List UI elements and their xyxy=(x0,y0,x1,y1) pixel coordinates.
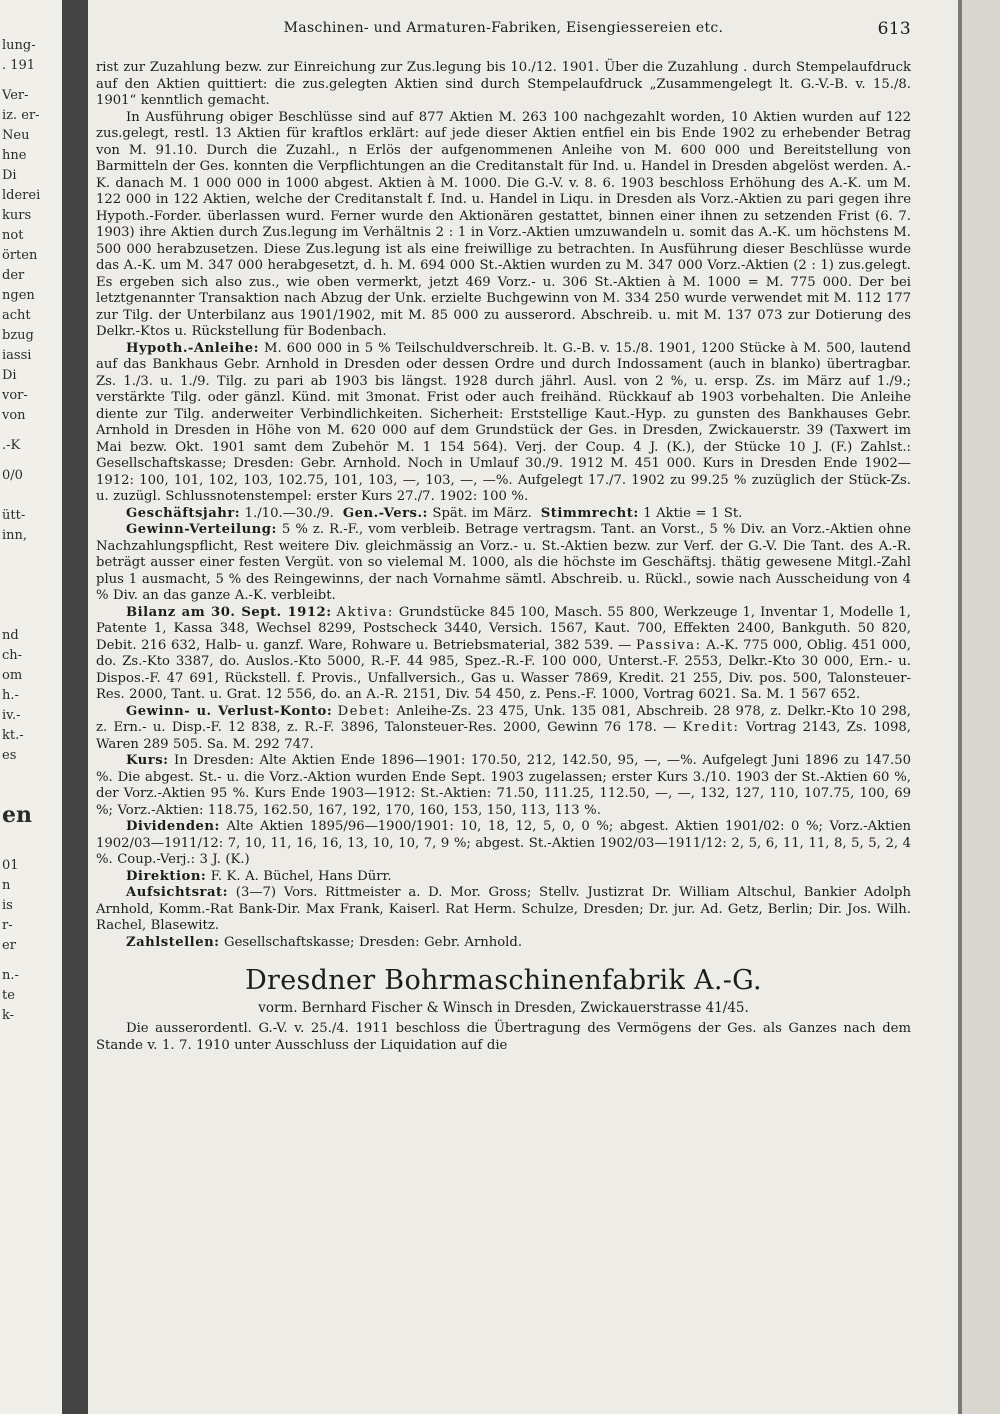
capital-history-paragraph: In Ausführung obiger Beschlüsse sind auf 877 Aktien M. 263 100 nachgezahlt worden, 10 Aktien wurden auf 122 zus.gelegt, restl. 13 Aktien für kraftlos erklärt: auf jede dieser Aktien entfiel ein bis Ende 1902 zu erhebender Betrag von M. 91.10. Durch die Zuzahl., n Erlös der aufgenommenen Anleihe von M. 600 000 und Bereitstellung von Barmitteln der Ges. konnten die Verpflichtungen an die Creditanstalt für Ind. u. Handel in Dresden abgelöst werden. A.-K. danach M. 1 000 000 in 1000 abgest. Aktien à M. 1000. Die G.-V. v. 8. 6. 1903 beschloss Erhöhung des A.-K. um M. 122 000 in 122 Aktien, welche der Creditanstalt f. Ind. u. Handel in Liqu. in Dresden als Vorz.-Aktien zu pari gegen ihre Hypoth.-Forder. überlassen wurd. Ferner wurde den Aktionären gestattet, binnen einer ihnen zu setzenden Frist (6. 7. 1903) ihre Aktien durch Zus.legung im Verhältnis 2 : 1 in Vorz.-Aktien umzuwandeln u. somit das A.-K. um höchstens M. 500 000 herabzusetzen. Diese Zus.legung ist als eine freiwillige zu betrachten. In Ausführung dieser Beschlüsse wurde das A.-K. um M. 347 000 herabgesetzt, d. h. M. 694 000 St.-Aktien wurden zu M. 347 000 Vorz.-Aktien (2 : 1) zus.gelegt. Es ergeben sich also zus., wie oben vermerkt, jetzt 469 Vorz.- u. 306 St.-Aktien à M. 1000 = M. 775 000. Der bei letztgenannter Transaktion nach Abzug der Unk. erzielte Buchgewinn von M. 334 250 wurde verwendet mit M. 112 177 zur Tilg. der Unterbilanz aus 1901/1902, mit M. 85 000 zu ausserord. Abschreib. u. mit M. 137 073 zur Dotierung des Delkr.-Ktos u. Rückstellung für Bodenbach. xyxy=(96,109,911,339)
gutter-fragment: ch- xyxy=(2,648,23,663)
gutter-fragment: om xyxy=(2,668,23,683)
gutter-fragment: iassi xyxy=(2,348,32,363)
fiscal-year-label: Geschäftsjahr: xyxy=(126,505,241,521)
right-page-edge xyxy=(958,0,1000,1414)
gutter-fragment: n.- xyxy=(2,968,19,983)
balance-sheet-paragraph xyxy=(96,605,911,704)
kredit-label: Kredit: xyxy=(682,720,740,735)
gutter-fragment: te xyxy=(2,988,15,1003)
gutter-fragment: Di xyxy=(2,168,17,183)
company-entry xyxy=(96,60,911,951)
gutter-fragment: lderei xyxy=(2,188,41,203)
gutter-fragment: is xyxy=(2,898,13,913)
gutter-fragment: es xyxy=(2,748,17,763)
gutter-fragment: ngen xyxy=(2,288,35,303)
supervisory-board-text: (3—7) Vors. Rittmeister a. D. Mor. Gross; Stellv. Justizrat Dr. William Altschul, Bankier Adolph Arnhold, Komm.-Rat Bank-Dir. Max Frank, Kaiserl. Rat Herm. Schulze, Dresden; Dr. jur. Ad. Getz, Berlin; Dir. Jos. Wilh. Rachel, Blasewitz. xyxy=(96,885,911,933)
gutter-fragment: inn, xyxy=(2,528,28,543)
voting-right-value: 1 Aktie = 1 St. xyxy=(643,505,743,521)
share-price-paragraph xyxy=(96,753,911,819)
gutter-fragment: h.- xyxy=(2,688,19,703)
company-subtitle: vorm. Bernhard Fischer & Winsch in Dresden, Zwickauerstrasse 41/45. xyxy=(258,1000,749,1016)
gutter-fragment: Ver- xyxy=(2,88,29,103)
running-head xyxy=(96,20,911,42)
supervisory-board-paragraph xyxy=(96,885,911,935)
page-number: 613 xyxy=(877,19,911,39)
gutter-fragment: . 191 xyxy=(2,58,36,73)
gutter-fragment: r- xyxy=(2,918,13,933)
general-meeting-value: Spät. im März. xyxy=(432,505,532,521)
hypoth-anleihe-paragraph xyxy=(96,341,911,506)
company-title: Dresdner Bohrmaschinenfabrik A.-G. xyxy=(245,965,762,996)
voting-right-label: Stimmrecht: xyxy=(540,505,639,521)
gutter-fragment: der xyxy=(2,268,25,283)
paying-agents-text: Gesellschaftskasse; Dresden: Gebr. Arnhold. xyxy=(224,934,523,950)
gutter-fragment: von xyxy=(2,408,26,423)
management-text: F. K. A. Büchel, Hans Dürr. xyxy=(210,868,392,884)
aktiva-text: Grundstücke 845 100, Masch. 55 800, Werkzeuge 1, Inventar 1, Modelle 1, Patente 1, Kassa 348, Wechsel 8299, Postscheck 3440, Versich. 1567, Kaut. 700, Effekten 2400, Bankguth. 50 820, Debit. 216 632, Halb- u. ganzf. Ware, Rohware u. Betriebsmaterial, 382 539. — xyxy=(96,604,911,653)
hypoth-label: Hypoth.-Anleihe: xyxy=(126,340,259,356)
gutter-fragment: ütt- xyxy=(2,508,26,523)
dividends-text: Alte Aktien 1895/96—1900/1901: 10, 18, 12, 5, 0, 0 %; abgest. Aktien 1901/02: 0 %; Vorz.-Aktien 1902/03—1911/12: 7, 10, 11, 16, 16, 13, 10, 10, 7, 9 %; abgest. St.-Aktien 1902/03—1911/12: 2, 5, 6, 11, 11, 8, 5, 5, 2, 4 %. Coup.-Verj.: 3 J. (K.) xyxy=(96,819,911,867)
balance-sheet-label: Bilanz am 30. Sept. 1912: xyxy=(126,604,332,620)
dividends-label: Dividenden: xyxy=(126,819,220,834)
gutter-fragment: n xyxy=(2,878,11,893)
kredit-text: Vortrag 2143, Zs. 1098, Waren 289 505. Sa. M. 292 747. xyxy=(96,720,911,752)
general-meeting-label: Gen.-Vers.: xyxy=(342,505,428,521)
left-page-gutter xyxy=(0,0,62,1414)
profit-distribution-paragraph xyxy=(96,522,911,605)
aktiva-label: Aktiva: xyxy=(336,604,394,620)
share-price-label: Kurs: xyxy=(126,753,169,768)
page xyxy=(96,20,911,1054)
gutter-fragment: k- xyxy=(2,1008,15,1023)
gutter-fragment: iv.- xyxy=(2,708,21,723)
running-head-title: Maschinen- und Armaturen-Fabriken, Eisengiessereien etc. xyxy=(283,20,724,36)
gutter-fragment: er xyxy=(2,938,16,953)
gutter-fragment: Neu xyxy=(2,128,30,143)
gutter-fragment: hne xyxy=(2,148,27,163)
gutter-fragment: nd xyxy=(2,628,19,643)
debet-label: Debet: xyxy=(337,703,391,719)
profit-distribution-text: 5 % z. R.-F., vom verbleib. Betrage vertragsm. Tant. an Vorst., 5 % Div. an Vorz.-Aktien ohne Nachzahlungspflicht, Rest weitere Div. gleichmässig an Vorz.- u. St.-Aktien bezw. zur Verf. der G.-V. Die Tant. des A.-R. beträgt ausser einer festen Vergüt. von so vielemal M. 1000, als die höchste im Geschäftsj. thätig gewesene Mitgl.-Zahl plus 1 ausmacht, 5 % des Reingewinns, der nach Vornahme sämtl. Abschreib. u. Rückl., sowie nach Ausscheidung von 4 % Div. an das ganze A.-K. verbleibt. xyxy=(96,522,911,603)
gutter-fragment: iz. er- xyxy=(2,108,40,123)
gutter-fragment: .-K xyxy=(2,438,21,453)
gutter-fragment: acht xyxy=(2,308,31,323)
capital-intro-paragraph: rist zur Zuzahlung bezw. zur Einreichung zur Zus.legung bis 10./12. 1901. Über die Zuzahlung . durch Stempelaufdruck auf den Aktien quittiert: die zus.gelegten Aktien sind durch Stempelaufdruck „Zusammengelegt lt. G.-V.-B. v. 15./8. 1901“ kenntlich gemacht. xyxy=(96,60,911,108)
fiscal-year-line xyxy=(96,506,911,523)
gutter-fragment: lung- xyxy=(2,38,36,53)
passiva-label: Passiva: xyxy=(635,637,702,653)
dividends-paragraph xyxy=(96,819,911,869)
gutter-fragment: kt.- xyxy=(2,728,24,743)
gutter-fragment: Di xyxy=(2,368,17,383)
paying-agents-line xyxy=(96,935,911,952)
profit-loss-label: Gewinn- u. Verlust-Konto: xyxy=(126,703,333,719)
supervisory-board-label: Aufsichtsrat: xyxy=(126,885,229,900)
hypoth-text: M. 600 000 in 5 % Teilschuldverschreib. lt. G.-B. v. 15./8. 1901, 1200 Stücke à M. 500, lautend auf das Bankhaus Gebr. Arnhold in Dresden oder dessen Ordre und durch Indossament (auch in blanko) übertragbar. Zs. 1./3. u. 1./9. Tilg. zu pari ab 1903 bis längst. 1928 durch jährl. Ausl. von 2 %, u. ersp. Zs. im März auf 1./9.; verstärkte Tilg. oder gänzl. Künd. mit 3monat. Frist oder auch freihänd. Rückkauf ab 1903 vorbehalten. Die Anleihe diente zur Tilg. anderweiter Verbindlichkeiten. Sicherheit: Erststellige Kaut.-Hyp. zu gunsten des Bankhauses Gebr. Arnhold in Dresden in Höhe von M. 620 000 auf dem Grundstück der Ges. in Dresden, Zwickauerstr. 39 (Taxwert im Mai bezw. Okt. 1901 samt dem Zubehör M. 1 154 564). Verj. der Coup. 4 J. (K.), der Stücke 10 J. (F.) Zahlst.: Gesellschaftskasse; Dresden: Gebr. Arnhold. Noch in Umlauf 30./9. 1912 M. 451 000. Kurs in Dresden Ende 1902—1912: 100, 101, 102, 103, 102.75, 101, 103, —, 103, —, —%. Aufgelegt 17./7. 1902 zu 99.25 % zuzüglich der Stück-Zs. u. zuzügl. Schlussnotenstempel: erster Kurs 27./7. 1902: 100 %. xyxy=(96,340,911,504)
management-line xyxy=(96,869,911,886)
gutter-fragment: 01 xyxy=(2,858,19,873)
fiscal-year-value: 1./10.—30./9. xyxy=(244,505,334,521)
second-company-entry xyxy=(96,1021,911,1054)
debet-text: Anleihe-Zs. 23 475, Unk. 135 081, Abschreib. 28 978, z. Delkr.-Kto 10 298, z. Ern.- u. Disp.-F. 12 838, z. R.-F. 3896, Talonsteuer-Res. 2000, Gewinn 76 178. — xyxy=(96,703,911,735)
share-price-text: In Dresden: Alte Aktien Ende 1896—1901: 170.50, 212, 142.50, 95, —, —%. Aufgelegt Juni 1896 zu 147.50 %. Die abgest. St.- u. die Vorz.-Aktion wurden Ende Sept. 1903 zugelassen; erster Kurs 3./10. 1903 der St.-Aktien 60 %, der Vorz.-Aktien 95 %. Kurs Ende 1903—1912: St.-Aktien: 71.50, 111.25, 112.50, —, —, 132, 127, 110, 107.75, 100, 69 %; Vorz.-Aktien: 118.75, 162.50, 167, 192, 170, 160, 153, 150, 113, 113 %. xyxy=(96,753,911,818)
gutter-fragment: vor- xyxy=(2,388,28,403)
second-company-paragraph: Die ausserordentl. G.-V. v. 25./4. 1911 beschloss die Übertragung des Vermögens der Ges. als Ganzes nach dem Stande v. 1. 7. 1910 unter Ausschluss der Liquidation auf die xyxy=(96,1021,911,1053)
gutter-fragment: bzug xyxy=(2,328,34,343)
book-spine-shadow xyxy=(62,0,88,1414)
profit-distribution-label: Gewinn-Verteilung: xyxy=(126,522,277,537)
gutter-fragment: kurs xyxy=(2,208,32,223)
gutter-fragment: 0/0 xyxy=(2,468,23,483)
profit-loss-paragraph xyxy=(96,704,911,754)
gutter-fragment: en xyxy=(2,802,32,828)
management-label: Direktion: xyxy=(126,868,207,884)
gutter-fragment: örten xyxy=(2,248,38,263)
passiva-text: A.-K. 775 000, Oblig. 451 000, do. Zs.-Kto 3387, do. Auslos.-Kto 5000, R.-F. 44 985, Spez.-R.-F. 100 000, Unterst.-F. 2553, Delkr.-Kto 30 000, Ern.- u. Dispos.-F. 47 691, Rückstell. f. Provis., Unfallversich., Gas u. Wasser 7869, Kredit. 21 255, Div. pos. 500, Talonsteuer-Res. 2000, Tant. u. Grat. 12 556, do. an A.-R. 2151, Div. 54 450, z. Pens.-F. 1000, Vortrag 6021. Sa. M. 1 567 652. xyxy=(96,637,911,702)
gutter-fragment: not xyxy=(2,228,24,243)
paying-agents-label: Zahlstellen: xyxy=(126,934,220,950)
